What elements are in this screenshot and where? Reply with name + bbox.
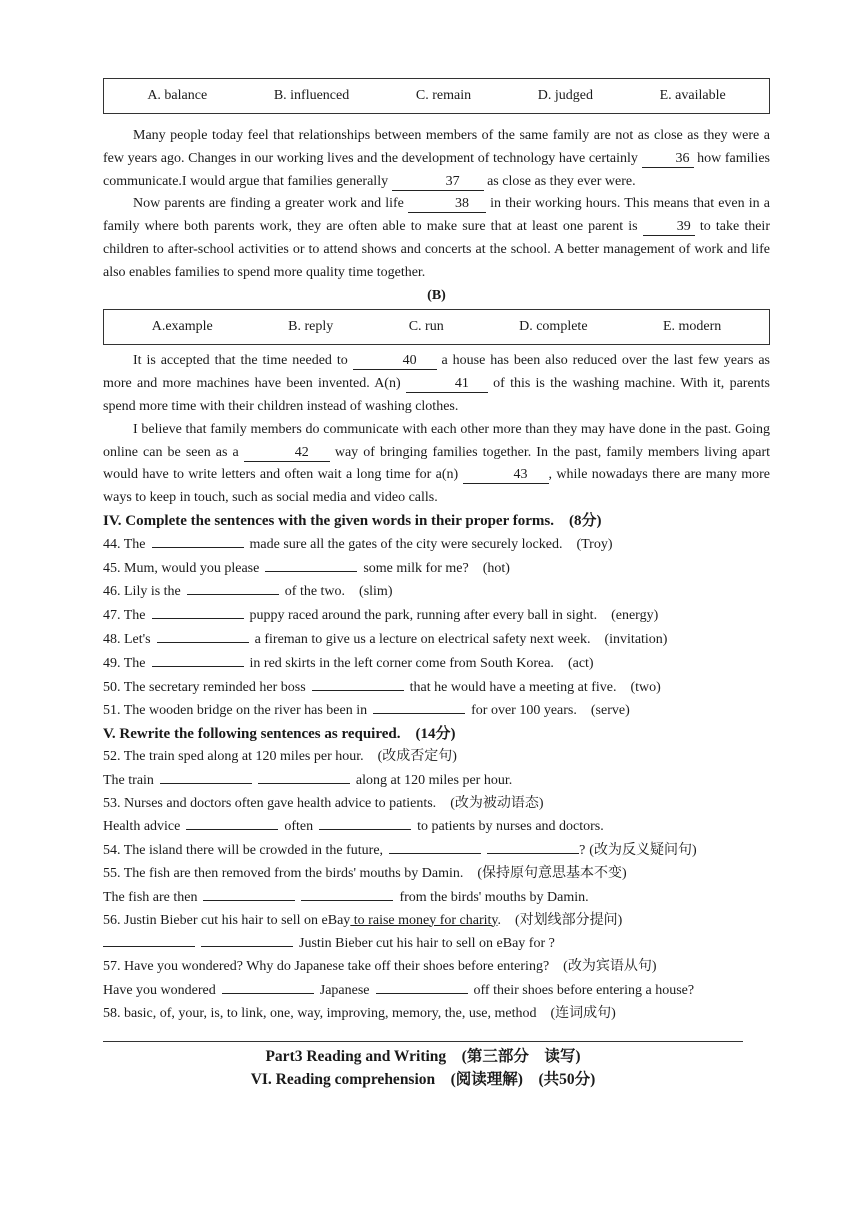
- question-44: 44. The made sure all the gates of the city were securely locked. (Troy): [103, 533, 770, 557]
- word-option: B. influenced: [273, 88, 350, 103]
- question-50: 50. The secretary reminded her boss that he would have a meeting at five. (two): [103, 676, 770, 700]
- answer-blank[interactable]: [301, 886, 393, 901]
- section-v-title: V. Rewrite the following sentences as required. (14分): [103, 726, 456, 743]
- word-box-a: [103, 78, 770, 114]
- answer-blank[interactable]: [152, 652, 244, 667]
- instruction: (改为反义疑问句): [589, 843, 697, 859]
- word-option: E. modern: [662, 319, 722, 335]
- question-46: 46. Lily is the of the two. (slim): [103, 580, 770, 604]
- question-49: 49. The in red skirts in the left corner come from South Korea. (act): [103, 652, 770, 676]
- answer-blank[interactable]: [201, 932, 293, 947]
- section-b-label: (B): [427, 287, 446, 303]
- answer-blank[interactable]: [373, 699, 465, 714]
- blank-41[interactable]: 41: [406, 376, 488, 393]
- question-56-prompt: 56. Justin Bieber cut his hair to sell on eBay to raise money for charity. (对划线部分提问): [103, 912, 623, 928]
- instruction: (改成否定句): [377, 748, 457, 764]
- passage-paragraph-1: Many people today feel that relationships between members of the same family are not as close as they were a few years ago. Changes in our working lives and the development of technology have certainly 36 how families communicate.I would argue that families generally 37 as close as they ever were.: [103, 128, 770, 189]
- question-53-answer: Health advice often to patients by nurses and doctors.: [103, 815, 770, 839]
- word-option: B. reply: [288, 319, 334, 335]
- instruction: (保持原句意思基本不变): [477, 865, 627, 881]
- instruction: (对划线部分提问): [515, 912, 623, 928]
- answer-blank[interactable]: [103, 932, 195, 947]
- word-box-b: [103, 309, 770, 345]
- word-option: A. balance: [147, 88, 208, 103]
- exam-page: [103, 78, 770, 1091]
- question-52-answer: The train along at 120 miles per hour.: [103, 769, 770, 793]
- question-58: 58. basic, of, your, is, to link, one, way, improving, memory, the, use, method (连词成句): [103, 1005, 616, 1021]
- answer-blank[interactable]: [222, 979, 314, 994]
- answer-blank[interactable]: [487, 839, 579, 854]
- word-option: C. remain: [415, 88, 472, 103]
- blank-38[interactable]: 38: [408, 196, 486, 213]
- answer-blank[interactable]: [203, 886, 295, 901]
- hint-word: (serve): [590, 703, 630, 719]
- answer-blank[interactable]: [312, 676, 404, 691]
- question-45: 45. Mum, would you please some milk for me? (hot): [103, 557, 770, 581]
- question-57-prompt: 57. Have you wondered? Why do Japanese take off their shoes before entering? (改为宾语从句): [103, 959, 657, 975]
- passage-paragraph-3: It is accepted that the time needed to 40 a house has been also reduced over the last few years as more and more machines have been invented. A(n) 41 of this is the washing machine. With it, parents spend more time with their children instead of washing clothes.: [103, 353, 770, 414]
- answer-blank[interactable]: [389, 839, 481, 854]
- blank-37[interactable]: 37: [392, 174, 484, 191]
- hint-word: (two): [630, 679, 661, 695]
- question-53-prompt: 53. Nurses and doctors often gave health advice to patients. (改为被动语态): [103, 795, 544, 811]
- word-option: E. available: [659, 88, 726, 103]
- passage-paragraph-2: Now parents are finding a greater work and life 38 in their working hours. This means that even in a family where both parents work, they are often able to make sure that at least one parent is 39 to take their children to after-school activities or to attend shows and concerts at the school. A better management of work and life also enables families to spend more quality time together.: [103, 196, 771, 280]
- answer-blank[interactable]: [187, 580, 279, 595]
- answer-blank[interactable]: [157, 628, 249, 643]
- answer-blank[interactable]: [376, 979, 468, 994]
- question-54: 54. The island there will be crowded in the future, ? (改为反义疑问句): [103, 839, 770, 863]
- answer-blank[interactable]: [186, 815, 278, 830]
- hint-word: (slim): [359, 584, 393, 600]
- question-47: 47. The puppy raced around the park, running after every ball in sight. (energy): [103, 604, 770, 628]
- word-option: A.example: [151, 319, 213, 335]
- instruction: (改为被动语态): [450, 795, 544, 811]
- divider: [103, 1041, 743, 1042]
- question-57-answer: Have you wondered Japanese off their shoes before entering a house?: [103, 979, 770, 1003]
- instruction: (改为宾语从句): [563, 959, 657, 975]
- answer-blank[interactable]: [319, 815, 411, 830]
- word-option: D. complete: [519, 319, 588, 335]
- answer-blank[interactable]: [160, 769, 252, 784]
- hint-word: (hot): [482, 560, 510, 576]
- section-vi-title: VI. Reading comprehension (阅读理解) (共50分): [250, 1071, 596, 1089]
- hint-word: (act): [567, 655, 594, 671]
- hint-word: (Troy): [576, 536, 613, 552]
- word-option: D. judged: [537, 88, 593, 103]
- question-51: 51. The wooden bridge on the river has been in for over 100 years. (serve): [103, 699, 770, 723]
- answer-blank[interactable]: [265, 557, 357, 572]
- answer-blank[interactable]: [258, 769, 350, 784]
- blank-40[interactable]: 40: [353, 353, 437, 370]
- answer-blank[interactable]: [152, 533, 244, 548]
- question-56-answer: Justin Bieber cut his hair to sell on eBay for ?: [103, 932, 770, 956]
- blank-42[interactable]: 42: [244, 445, 330, 462]
- hint-word: (energy): [611, 608, 659, 624]
- instruction: (连词成句): [550, 1005, 616, 1021]
- blank-43[interactable]: 43: [463, 467, 549, 484]
- blank-39[interactable]: 39: [643, 219, 695, 236]
- question-52-prompt: 52. The train sped along at 120 miles per hour. (改成否定句): [103, 748, 457, 764]
- question-55-prompt: 55. The fish are then removed from the birds' mouths by Damin. (保持原句意思基本不变): [103, 865, 627, 881]
- blank-36[interactable]: 36: [642, 151, 694, 168]
- hint-word: (invitation): [604, 631, 668, 647]
- word-option: C. run: [408, 319, 444, 335]
- section-iv-title: IV. Complete the sentences with the given words in their proper forms. (8分): [103, 512, 602, 529]
- question-48: 48. Let's a fireman to give us a lecture on electrical safety next week. (invitation): [103, 628, 770, 652]
- underlined-part: to raise money for charity: [350, 912, 498, 928]
- question-55-answer: The fish are then from the birds' mouths by Damin.: [103, 886, 770, 910]
- answer-blank[interactable]: [152, 604, 244, 619]
- passage-paragraph-4: I believe that family members do communicate with each other more than they may have done in the past. Going online can be seen as a 42 way of bringing families together. In the past, family members living apart would have to write letters and often wait a long time for a(n) 43 , while nowadays there are many more ways to keep in touch, such as social media and video calls.: [103, 421, 771, 506]
- part3-title: Part3 Reading and Writing (第三部分 读写): [265, 1048, 581, 1066]
